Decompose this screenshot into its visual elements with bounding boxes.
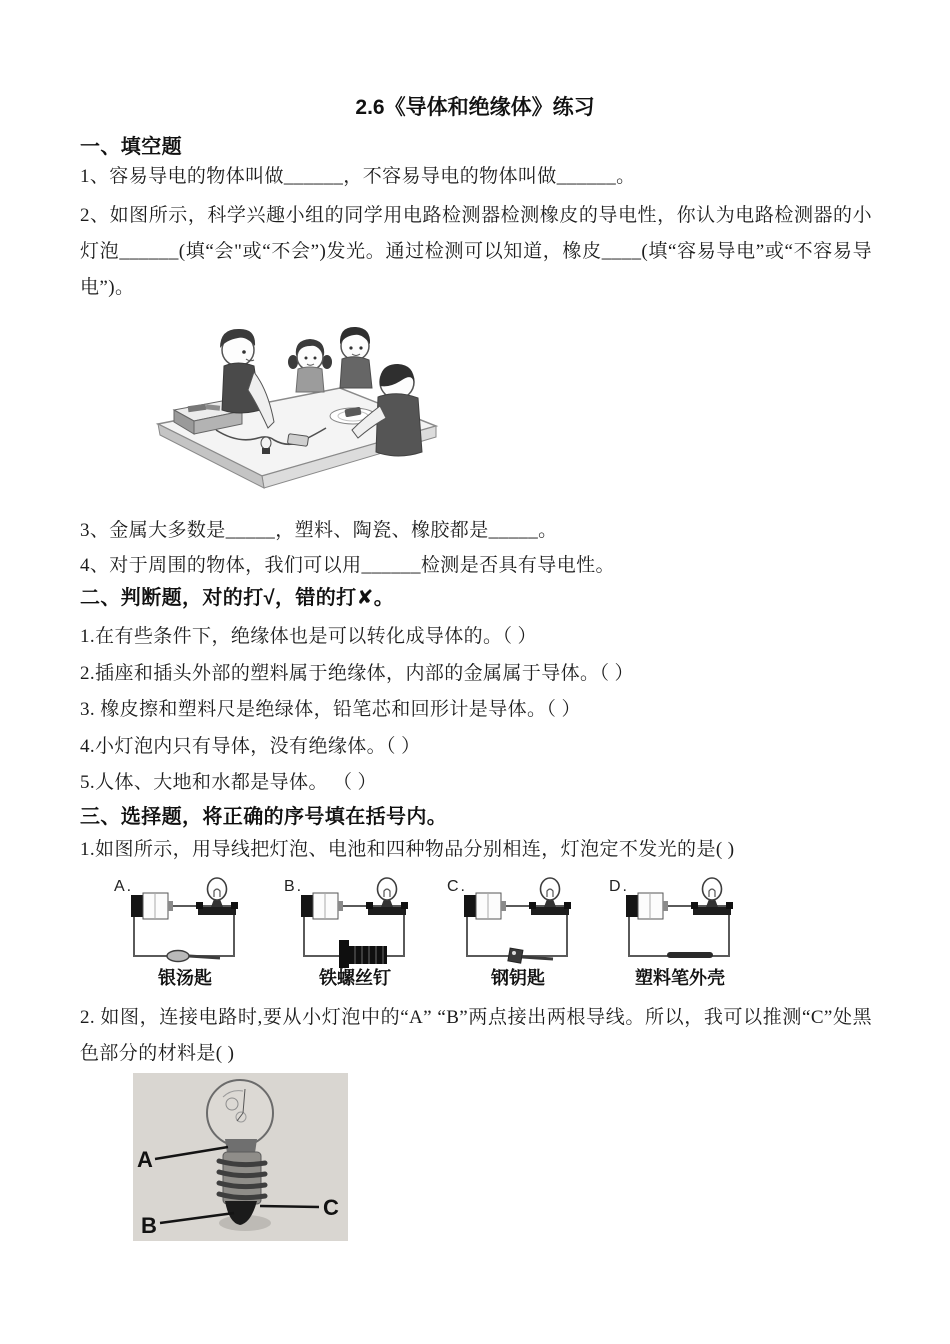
bulb-icon: [196, 878, 238, 915]
bulb-icon: [529, 878, 571, 915]
kid-boy-right: [340, 327, 372, 388]
bulb-label-b: B: [141, 1213, 157, 1238]
kid-girl: [288, 339, 332, 392]
circuit-diagram-d: [609, 876, 749, 968]
fill-q3: 3、金属大多数是_____，塑料、陶瓷、橡胶都是_____。: [80, 520, 558, 541]
circuit-diagram-a: [114, 876, 254, 968]
option-letter-c: C.: [447, 878, 467, 895]
plastic-pen-shell-icon: [667, 952, 713, 958]
circuit-option-a: [112, 876, 262, 988]
experiment-illustration-svg: [150, 302, 442, 490]
circuit-caption-b: 铁螺丝钉: [319, 968, 391, 988]
bulb-photo-svg: [133, 1073, 348, 1241]
circuit-option-b: [282, 876, 432, 988]
circuit-option-d: [607, 876, 757, 988]
judge-item-5: 5.人体、大地和水都是导体。 （ ）: [80, 772, 377, 793]
circuit-diagram-c: [447, 876, 587, 968]
battery-icon: [626, 893, 668, 919]
silver-spoon-icon: [167, 951, 220, 962]
experiment-illustration: [150, 302, 442, 490]
bulb-label-c: C: [323, 1195, 339, 1220]
section-fill-heading: 一、填空题: [80, 136, 182, 158]
fill-q2: 2、如图所示，科学兴趣小组的同学用电路检测器检测橡皮的导电性，你认为电路检测器的小灯泡______(填“会"或“不会”)发光。通过检测可以知道，橡皮____(填“容易导电”或“不容易导电”)。: [80, 205, 872, 298]
judge-item-3: 3. 橡皮擦和塑料尺是绝绿体，铅笔芯和回形计是导体。（ ）: [80, 699, 581, 720]
battery-icon: [301, 893, 343, 919]
circuit-option-c: [445, 876, 595, 988]
choice-q1: 1.如图所示，用导线把灯泡、电池和四种物品分别相连，灯泡定不发光的是( ): [80, 839, 735, 860]
choice-q2: 2. 如图，连接电路时,要从小灯泡中的“A” “B”两点接出两根导线。所以，我可以推测“C”处黑色部分的材料是( ): [80, 1007, 872, 1064]
fill-q1: 1、容易导电的物体叫做______，不容易导电的物体叫做______。: [80, 166, 636, 187]
option-letter-a: A.: [114, 878, 134, 895]
section-choice-heading: 三、选择题，将正确的序号填在括号内。: [80, 806, 448, 828]
option-letter-b: B.: [284, 878, 304, 895]
fill-q4: 4、对于周围的物体，我们可以用______检测是否具有导电性。: [80, 555, 615, 576]
bulb-photo: [133, 1073, 348, 1241]
battery-icon: [464, 893, 506, 919]
bulb-icon: [366, 878, 408, 915]
bulb-glass: [207, 1080, 273, 1146]
circuit-caption-c: 钢钥匙: [491, 968, 545, 988]
circuit-caption-a: 银汤匙: [158, 968, 212, 988]
bulb-label-a: A: [137, 1147, 153, 1172]
page-title: 2.6《导体和绝缘体》练习: [355, 96, 595, 119]
section-judge-heading: 二、判断题，对的打√，错的打✘。: [80, 587, 395, 609]
judge-item-2: 2.插座和插头外部的塑料属于绝缘体，内部的金属属于导体。（ ）: [80, 663, 634, 684]
battery-icon: [131, 893, 173, 919]
option-letter-d: D.: [609, 878, 629, 895]
circuit-caption-d: 塑料笔外壳: [635, 968, 725, 988]
circuit-diagram-b: [284, 876, 424, 968]
circuit-options-row: [0, 876, 950, 988]
judge-item-4: 4.小灯泡内只有导体，没有绝缘体。（ ）: [80, 736, 421, 757]
bulb-icon: [691, 878, 733, 915]
judge-item-1: 1.在有些条件下，绝缘体也是可以转化成导体的。（ ）: [80, 626, 537, 647]
